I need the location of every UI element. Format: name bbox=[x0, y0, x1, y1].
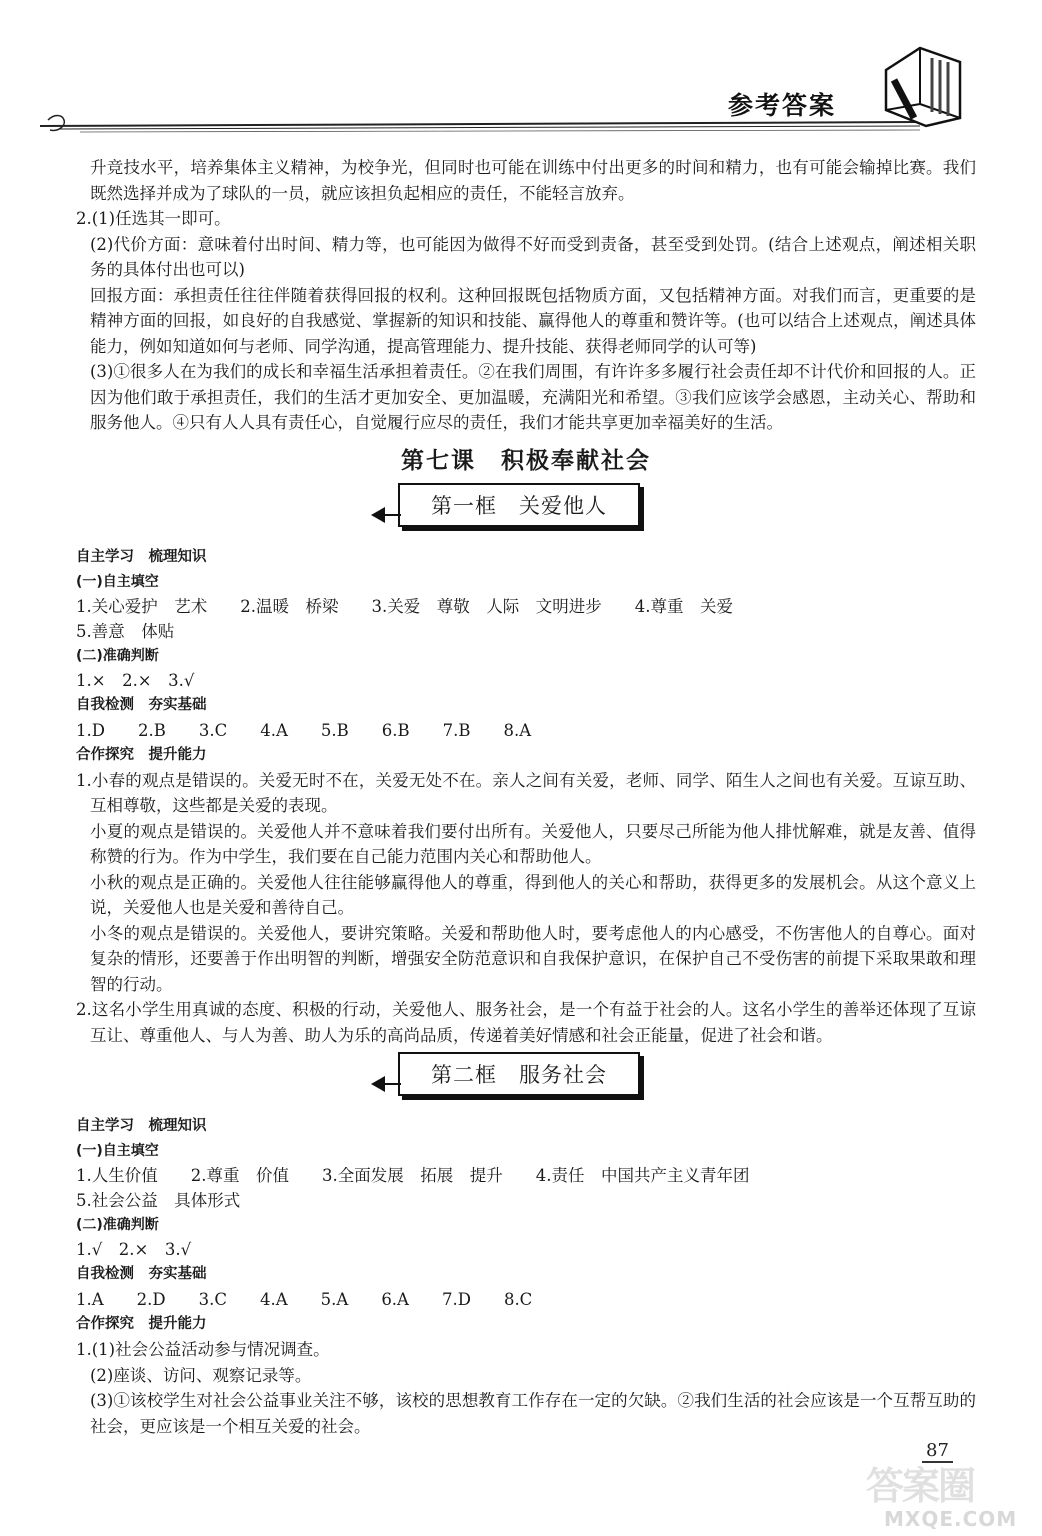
section-self-test: 自我检测 夯实基础 bbox=[76, 696, 207, 713]
page-number: 87 bbox=[922, 1440, 953, 1463]
book-icon bbox=[880, 40, 970, 130]
explore-answer-2: 2.这名小学生用真诚的态度、积极的行动，关爱他人、服务社会，是一个有益于社会的人。这名小学生的善举还体现了互谅互让、尊重他人、与人为善、助人为乐的高尚品质，传递着美好情感和社会正能量，促进了社会和谐。 bbox=[76, 1000, 976, 1045]
subsection-fill: (一)自主填空 bbox=[76, 573, 159, 590]
watermark-text: 答案圈 bbox=[866, 1464, 975, 1508]
judge-answers: 1.× 2.× 3.√ bbox=[76, 670, 195, 690]
subsection-judge: (二)准确判断 bbox=[76, 647, 159, 664]
arrow-left-icon bbox=[371, 1076, 385, 1092]
question-2-2: (2)代价方面：意味着付出时间、精力等，也可能因为做得不好而受到责备，甚至受到处罚。(结合上述观点，阐述相关职务的具体付出也可以) bbox=[90, 234, 976, 279]
section-self-study: 自主学习 梳理知识 bbox=[76, 548, 207, 565]
page-header bbox=[0, 0, 1042, 150]
section-explore-2: 合作探究 提升能力 bbox=[76, 1316, 207, 1332]
frame-1-title: 第一框 关爱他人 bbox=[398, 483, 640, 527]
section-self-study-2: 自主学习 梳理知识 bbox=[76, 1118, 207, 1134]
fill-answers-2-1: 1.人生价值 2.尊重 价值 3.全面发展 拓展 提升 4.责任 中国共产主义青年团 bbox=[76, 1166, 750, 1185]
choice-answers: 1.D 2.B 3.C 4.A 5.B 6.B 7.B 8.A bbox=[76, 720, 532, 740]
question-2-1: 2.(1)任选其一即可。 bbox=[76, 209, 231, 228]
lesson-title: 第七课 积极奉献社会 bbox=[401, 447, 651, 474]
frame-1-heading bbox=[76, 479, 976, 537]
question-2-2-reward: 回报方面：承担责任往往伴随着获得回报的权利。这种回报既包括物质方面，又包括精神方面。对我们而言，更重要的是精神方面的回报，如良好的自我感觉、掌握新的知识和技能、赢得他人的尊重和赞许等。(也可以结合上述观点，阐述具体能力，例如知道如何与老师、同学沟通，提高管理能力、提升技能、获得老师同学的认可等) bbox=[90, 285, 976, 356]
explore-2-answer-3: (3)①该校学生对社会公益事业关注不够，该校的思想教育工作存在一定的欠缺。②我们生活的社会应该是一个互帮互助的社会，更应该是一个相互关爱的社会。 bbox=[90, 1391, 976, 1436]
section-explore: 合作探究 提升能力 bbox=[76, 746, 207, 763]
explore-2-answer-1: 1.(1)社会公益活动参与情况调查。 bbox=[76, 1340, 330, 1359]
judge-answers-2: 1.√ 2.× 3.√ bbox=[76, 1240, 192, 1259]
header-title: 参考答案 bbox=[728, 91, 837, 120]
arrow-left-icon bbox=[371, 507, 385, 523]
subsection-fill-2: (一)自主填空 bbox=[76, 1143, 159, 1159]
intro-paragraph: 升竞技水平，培养集体主义精神，为校争光，但同时也可能在训练中付出更多的时间和精力，也有可能会输掉比赛。我们既然选择并成为了球队的一员，就应该担负起相应的责任，不能轻言放弃。 bbox=[90, 158, 976, 203]
explore-2-answer-2: (2)座谈、访问、观察记录等。 bbox=[90, 1365, 312, 1385]
explore-answer-1: 1.小春的观点是错误的。关爱无时不在，关爱无处不在。亲人之间有关爱，老师、同学、陌生人之间也有关爱。互谅互助、互相尊敬，这些都是关爱的表现。 bbox=[76, 770, 976, 815]
frame-2-title: 第二框 服务社会 bbox=[398, 1052, 640, 1096]
question-2-3: (3)①很多人在为我们的成长和幸福生活承担着责任。②在我们周围，有许许多多履行社会责任却不计代价和回报的人。正因为他们敢于承担责任，我们的生活才更加安全、更加温暖，充满阳光和希望。③我们应该学会感恩，主动关心、帮助和服务他人。④只有人人具有责任心，自觉履行应尽的责任，我们才能共享更加幸福美好的生活。 bbox=[90, 362, 976, 432]
section-self-test-2: 自我检测 夯实基础 bbox=[76, 1266, 207, 1282]
answer-content bbox=[76, 155, 976, 1439]
explore-answer-xiaoqiu: 小秋的观点是正确的。关爱他人往往能够赢得他人的尊重，得到他人的关心和帮助，获得更多的发展机会。从这个意义上说，关爱他人也是关爱和善待自己。 bbox=[90, 872, 976, 917]
fill-answers-2: 5.善意 体贴 bbox=[76, 621, 175, 641]
subsection-judge-2: (二)准确判断 bbox=[76, 1217, 159, 1233]
fill-answers-2-2: 5.社会公益 具体形式 bbox=[76, 1191, 241, 1210]
watermark-url: MXQE.COM bbox=[884, 1507, 1018, 1531]
fill-answers-1: 1.关心爱护 艺术 2.温暖 桥梁 3.关爱 尊敬 人际 文明进步 4.尊重 关爱 bbox=[76, 596, 733, 616]
frame-2-heading bbox=[76, 1048, 976, 1106]
watermark-logo bbox=[860, 1455, 1040, 1535]
explore-answer-xiaodong: 小冬的观点是错误的。关爱他人，要讲究策略。关爱和帮助他人时，要考虑他人的内心感受，不伤害他人的自尊心。面对复杂的情形，还要善于作出明智的判断，增强安全防范意识和自我保护意识，在保护自己不受伤害的前提下采取果敢和理智的行动。 bbox=[90, 923, 976, 994]
explore-answer-xiaxia: 小夏的观点是错误的。关爱他人并不意味着我们要付出所有。关爱他人，只要尽己所能为他人排忧解难，就是友善、值得称赞的行为。作为中学生，我们要在自己能力范围内关心和帮助他人。 bbox=[90, 821, 976, 866]
choice-answers-2: 1.A 2.D 3.C 4.A 5.A 6.A 7.D 8.C bbox=[76, 1290, 533, 1309]
